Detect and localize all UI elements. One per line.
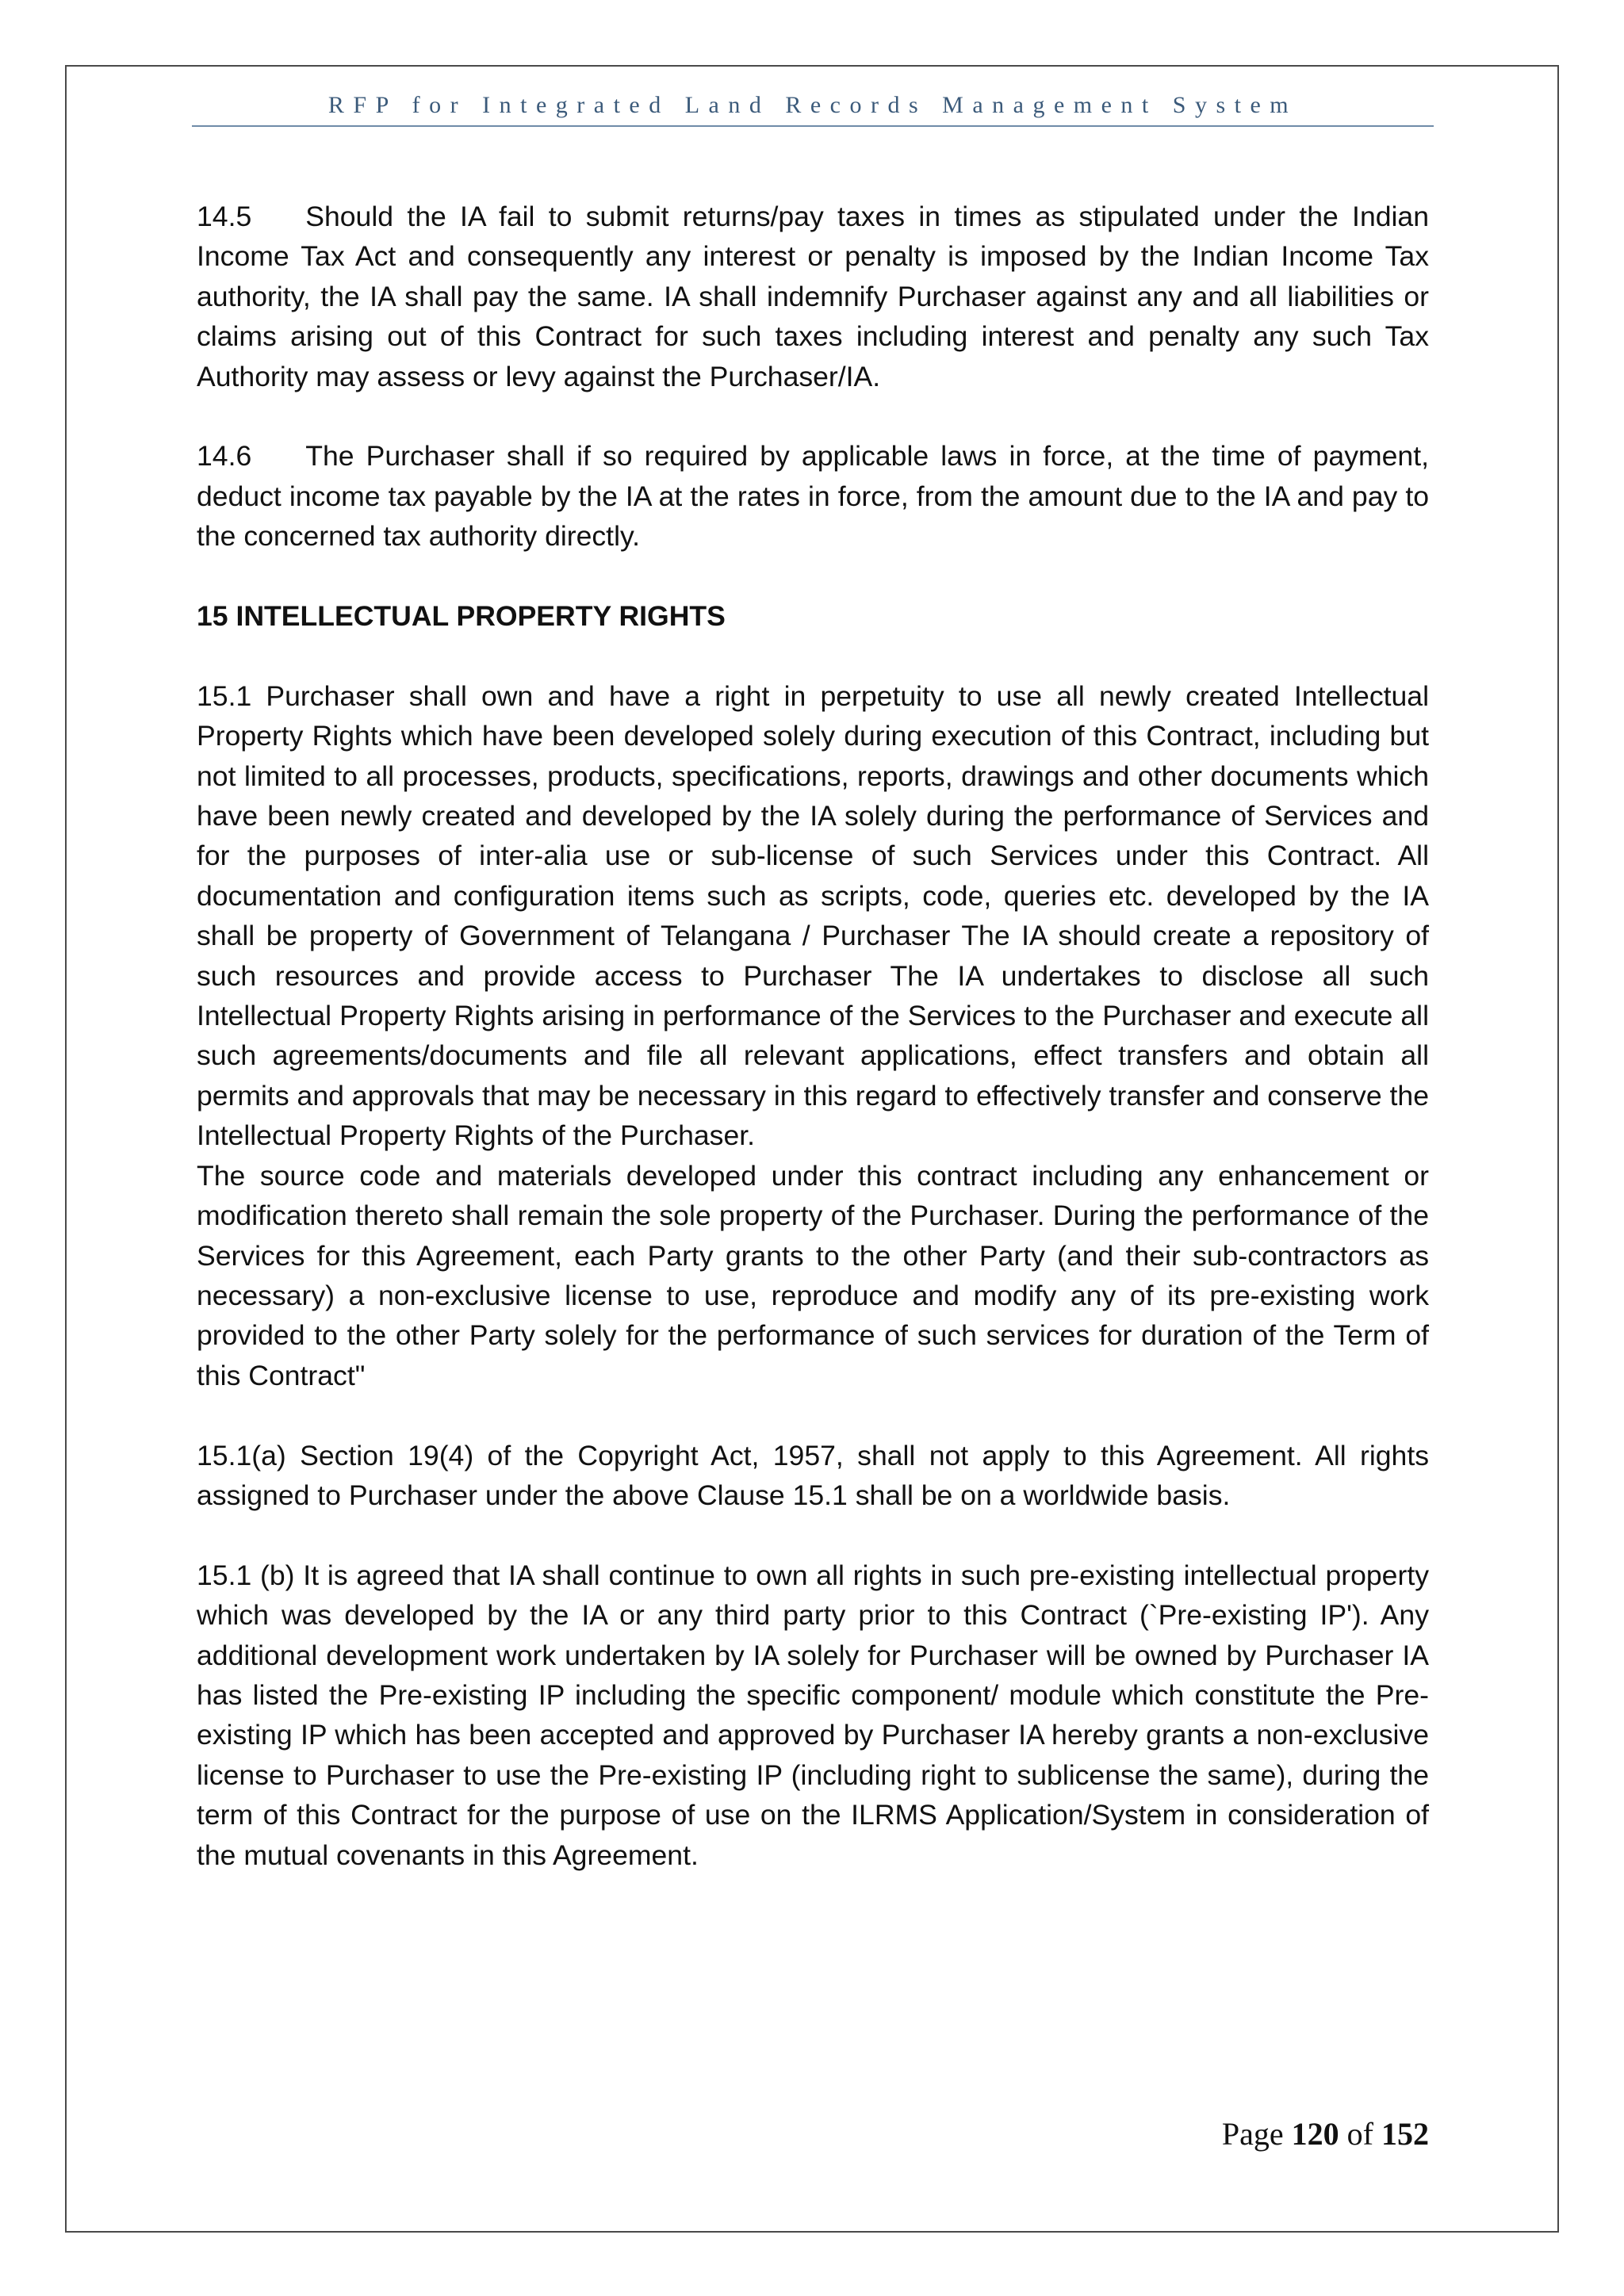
clause-14-6	[197, 436, 1429, 556]
clause-14-5	[197, 197, 1429, 396]
document-body	[197, 197, 1429, 1915]
clause-15-1: 15.1 Purchaser shall own and have a right in perpetuity to use all newly created Intellectual Property Rights which have been developed solely during execution of this Contract, including but not limited to all processes, products, specifications, reports, drawings and other documents which have been newly created and developed by the IA solely during the performance of Services and for the purposes of inter-alia use or sub-license of such Services under this Contract. All documentation and configuration items such as scripts, code, queries etc. developed by the IA shall be property of Government of Telangana / Purchaser The IA should create a repository of such resources and provide access to Purchaser The IA undertakes to disclose all such Intellectual Property Rights arising in performance of the Services to the Purchaser and execute all such agreements/documents and file all relevant applications, effect transfers and obtain all permits and approvals that may be necessary in this regard to effectively transfer and conserve the Intellectual Property Rights of the Purchaser.	[197, 679, 1429, 1152]
page-number	[1222, 2115, 1429, 2152]
of-label: of	[1346, 2116, 1373, 2152]
clause-15-1-continued: The source code and materials developed under this contract including any enhancement or modification thereto shall remain the sole property of the Purchaser. During the performance of the Services for this Agreement, each Party grants to the other Party (and their sub-contractors as necessary) a non-exclusive license to use, reproduce and modify any of its pre-existing work provided to the other Party solely for the performance of such services for duration of the Term of this Contract"	[197, 1159, 1429, 1391]
total-pages: 152	[1381, 2116, 1429, 2152]
clause-15-1-b: 15.1 (b) It is agreed that IA shall continue to own all rights in such pre-existing intellectual property which was developed by the IA or any third party prior to this Contract (`Pre-existing IP'). Any additional development work undertaken by IA solely for Purchaser will be owned by Purchaser IA has listed the Pre-existing IP including the specific component/ module which constitute the Pre-existing IP which has been accepted and approved by Purchaser IA hereby grants a non-exclusive license to Purchaser to use the Pre-existing IP (including right to sublicense the same), during the term of this Contract for the purpose of use on the ILRMS Application/System in consideration of the mutual covenants in this Agreement.	[197, 1559, 1429, 1871]
clause-text: The Purchaser shall if so required by applicable laws in force, at the time of payment, deduct income tax payable by the IA at the rates in force, from the amount due to the IA and pay to the concerned tax authority directly.	[197, 440, 1429, 553]
section-heading: 15 INTELLECTUAL PROPERTY RIGHTS	[197, 600, 726, 633]
clause-15-1-a: 15.1(a) Section 19(4) of the Copyright Act, 1957, shall not apply to this Agreement. All rights assigned to Purchaser under the above Clause 15.1 shall be on a worldwide basis.	[197, 1439, 1429, 1511]
running-header: RFP for Integrated Land Records Management System	[327, 92, 1298, 118]
clause-number: 14.5	[197, 201, 252, 232]
header-rule	[192, 125, 1434, 127]
clause-text: Should the IA fail to submit returns/pay taxes in times as stipulated under the Indian Income Tax Act and consequently any interest or penalty is imposed by the Indian Income Tax authority, the IA shall pay the same. IA shall indemnify Purchaser against any and all liabilities or claims arising out of this Contract for such taxes including interest and penalty any such Tax Authority may assess or levy against the Purchaser/IA.	[197, 201, 1429, 392]
page-label: Page	[1221, 2116, 1284, 2152]
clause-number: 14.6	[197, 440, 252, 473]
current-page: 120	[1291, 2116, 1339, 2152]
